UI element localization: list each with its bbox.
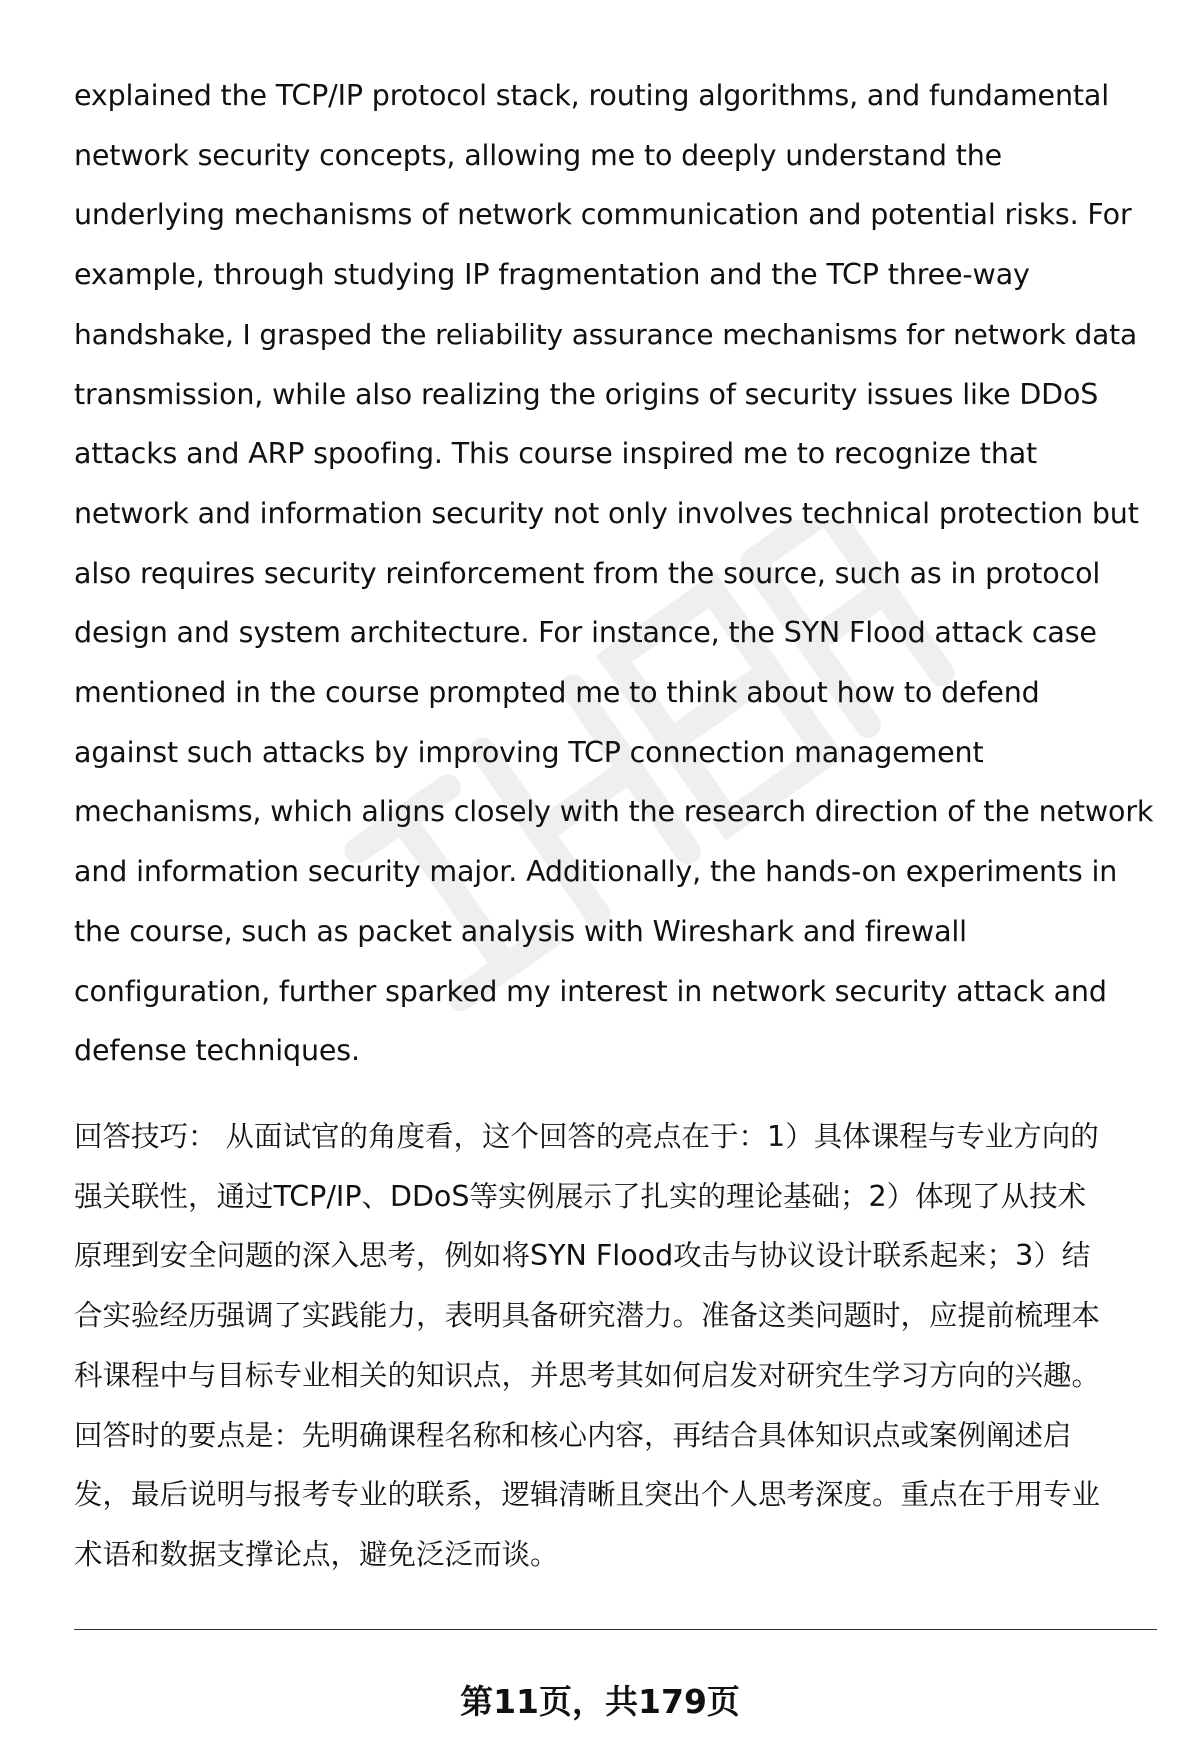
- answer-line: network and information security not only involves technical protection but: [74, 496, 1139, 530]
- tips-line: 发，最后说明与报考专业的联系，逻辑清晰且突出个人思考深度。重点在于用专业: [74, 1478, 1101, 1512]
- answer-line: and information security major. Additionally, the hands-on experiments in: [74, 855, 1118, 889]
- tips-line: 合实验经历强调了实践能力，表明具备研究潜力。准备这类问题时，应提前梳理本: [74, 1299, 1101, 1333]
- answer-line: explained the TCP/IP protocol stack, routing algorithms, and fundamental: [74, 79, 1109, 112]
- answer-line: attacks and ARP spoofing. This course inspired me to recognize that: [74, 437, 1038, 471]
- answer-line: configuration, further sparked my interest in network security attack and: [74, 974, 1107, 1008]
- answer-line: mechanisms, which aligns closely with the research direction of the network: [74, 795, 1154, 829]
- tips-line: 强关联性，通过TCP/IP、DDoS等实例展示了扎实的理论基础；2）体现了从技术: [74, 1179, 1087, 1213]
- tips-line: 术语和数据支撑论点，避免泛泛而谈。: [74, 1537, 559, 1571]
- answer-line: design and system architecture. For instance, the SYN Flood attack case: [74, 616, 1097, 650]
- tips-line: 原理到安全问题的深入思考，例如将SYN Flood攻击与协议设计联系起来；3）结: [74, 1239, 1091, 1273]
- answer-line: underlying mechanisms of network communication and potential risks. For: [74, 198, 1132, 232]
- tips-line: 回答技巧： 从面试官的角度看，这个回答的亮点在于：1）具体课程与专业方向的: [74, 1120, 1099, 1153]
- answer-line: handshake, I grasped the reliability assurance mechanisms for network data: [74, 317, 1137, 351]
- tips-line: 科课程中与目标专业相关的知识点，并思考其如何启发对研究生学习方向的兴趣。: [74, 1358, 1101, 1392]
- answer-line: defense techniques.: [74, 1034, 360, 1068]
- answer-line: transmission, while also realizing the origins of security issues like DDoS: [74, 377, 1099, 411]
- tips-line: 回答时的要点是：先明确课程名称和核心内容，再结合具体知识点或案例阐述启: [74, 1418, 1072, 1452]
- answer-paragraph: [74, 66, 1154, 1081]
- answer-line: the course, such as packet analysis with Wireshark and firewall: [74, 914, 967, 948]
- answer-line: network security concepts, allowing me to deeply understand the: [74, 138, 1003, 172]
- footer-divider: [74, 1629, 1157, 1630]
- answer-line: mentioned in the course prompted me to think about how to defend: [74, 676, 1040, 710]
- page-number: 第11页，共179页: [460, 1682, 740, 1721]
- answer-line: example, through studying IP fragmentation and the TCP three-way: [74, 258, 1030, 292]
- answer-tips-paragraph: [74, 1107, 1154, 1585]
- answer-line: against such attacks by improving TCP connection management: [74, 735, 984, 769]
- answer-line: also requires security reinforcement from the source, such as in protocol: [74, 556, 1101, 590]
